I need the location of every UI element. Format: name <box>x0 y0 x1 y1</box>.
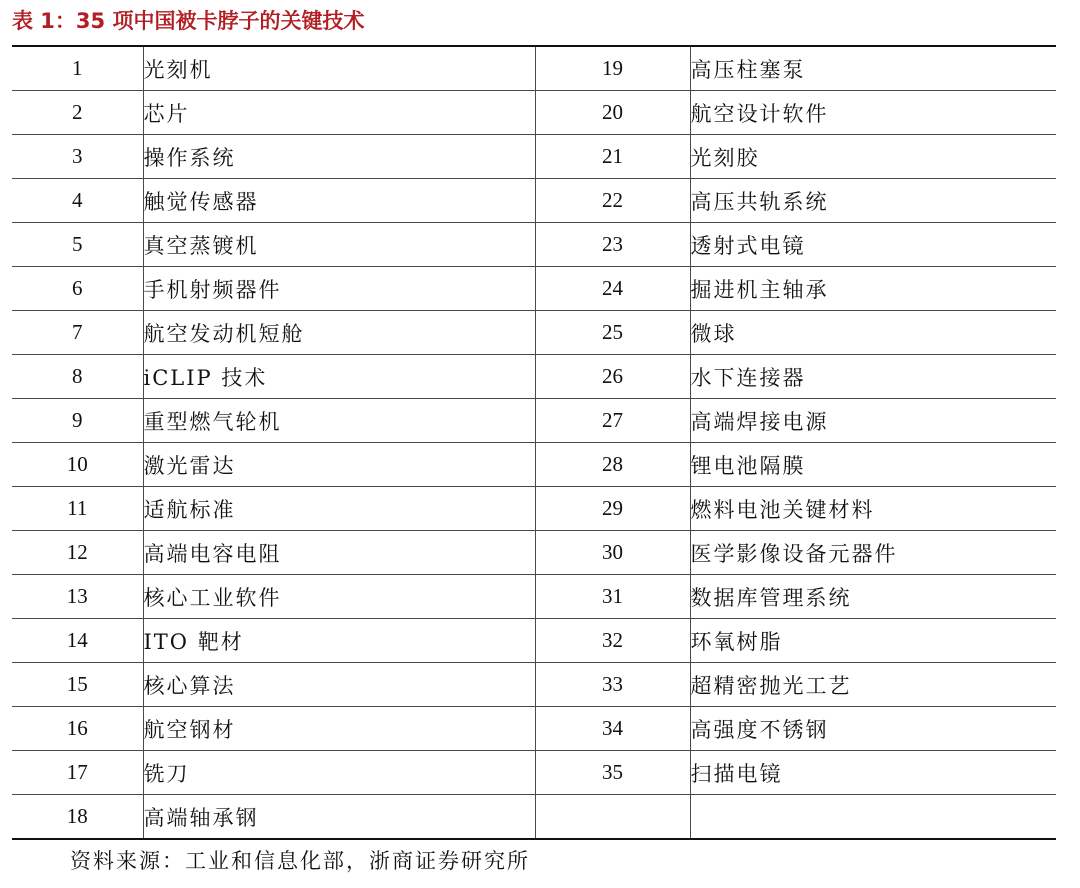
tech-name-cell: 核心算法 <box>143 663 535 707</box>
table-row <box>12 575 1056 619</box>
tech-name-cell: 医学影像设备元器件 <box>690 531 1056 575</box>
table-row <box>12 47 1056 91</box>
table-row <box>12 443 1056 487</box>
tech-number-cell: 22 <box>535 179 690 223</box>
tech-number-cell: 14 <box>12 619 143 663</box>
table-row <box>12 487 1056 531</box>
tech-name-cell: 高压共轨系统 <box>690 179 1056 223</box>
tech-name-cell: 高端电容电阻 <box>143 531 535 575</box>
tech-name-cell: 真空蒸镀机 <box>143 223 535 267</box>
table-row <box>12 619 1056 663</box>
tech-number-cell: 7 <box>12 311 143 355</box>
table-row <box>12 399 1056 443</box>
tech-number-cell: 10 <box>12 443 143 487</box>
table-row <box>12 223 1056 267</box>
tech-number-cell: 34 <box>535 707 690 751</box>
tech-number-cell: 8 <box>12 355 143 399</box>
tech-name-cell <box>690 795 1056 840</box>
tech-number-cell: 2 <box>12 91 143 135</box>
tech-name-cell: 高端焊接电源 <box>690 399 1056 443</box>
tech-number-cell: 25 <box>535 311 690 355</box>
tech-number-cell: 19 <box>535 47 690 91</box>
tech-name-cell: 核心工业软件 <box>143 575 535 619</box>
tech-number-cell <box>535 795 690 840</box>
tech-name-cell: 微球 <box>690 311 1056 355</box>
tech-name-cell: 高压柱塞泵 <box>690 47 1056 91</box>
table-row <box>12 663 1056 707</box>
tech-name-cell: 适航标准 <box>143 487 535 531</box>
tech-name-cell: 触觉传感器 <box>143 179 535 223</box>
tech-number-cell: 16 <box>12 707 143 751</box>
tech-name-cell: 环氧树脂 <box>690 619 1056 663</box>
tech-name-cell: 水下连接器 <box>690 355 1056 399</box>
tech-name-cell: ITO 靶材 <box>143 619 535 663</box>
tech-name-cell: 数据库管理系统 <box>690 575 1056 619</box>
tech-name-cell: 航空钢材 <box>143 707 535 751</box>
tech-number-cell: 5 <box>12 223 143 267</box>
tech-number-cell: 29 <box>535 487 690 531</box>
tech-name-cell: 超精密抛光工艺 <box>690 663 1056 707</box>
tech-number-cell: 31 <box>535 575 690 619</box>
tech-number-cell: 3 <box>12 135 143 179</box>
tech-name-cell: 航空发动机短舱 <box>143 311 535 355</box>
tech-number-cell: 30 <box>535 531 690 575</box>
tech-number-cell: 21 <box>535 135 690 179</box>
table-row <box>12 179 1056 223</box>
table-row <box>12 795 1056 840</box>
tech-name-cell: 重型燃气轮机 <box>143 399 535 443</box>
table-row <box>12 267 1056 311</box>
tech-name-cell: 光刻机 <box>143 47 535 91</box>
tech-name-cell: 高端轴承钢 <box>143 795 535 840</box>
tech-number-cell: 18 <box>12 795 143 840</box>
table-row <box>12 531 1056 575</box>
tech-number-cell: 12 <box>12 531 143 575</box>
tech-name-cell: 燃料电池关键材料 <box>690 487 1056 531</box>
tech-number-cell: 28 <box>535 443 690 487</box>
tech-number-cell: 13 <box>12 575 143 619</box>
tech-number-cell: 6 <box>12 267 143 311</box>
tech-name-cell: 扫描电镜 <box>690 751 1056 795</box>
table-row <box>12 91 1056 135</box>
tech-name-cell: iCLIP 技术 <box>143 355 535 399</box>
tech-table <box>12 47 1056 840</box>
tech-name-cell: 锂电池隔膜 <box>690 443 1056 487</box>
tech-number-cell: 26 <box>535 355 690 399</box>
tech-name-cell: 芯片 <box>143 91 535 135</box>
tech-number-cell: 33 <box>535 663 690 707</box>
tech-number-cell: 1 <box>12 47 143 91</box>
table-row <box>12 355 1056 399</box>
tech-name-cell: 手机射频器件 <box>143 267 535 311</box>
tech-number-cell: 15 <box>12 663 143 707</box>
table-row <box>12 311 1056 355</box>
table-title: 表 1：35 项中国被卡脖子的关键技术 <box>12 9 365 33</box>
tech-name-cell: 铣刀 <box>143 751 535 795</box>
tech-name-cell: 操作系统 <box>143 135 535 179</box>
tech-name-cell: 光刻胶 <box>690 135 1056 179</box>
tech-name-cell: 透射式电镜 <box>690 223 1056 267</box>
tech-number-cell: 24 <box>535 267 690 311</box>
tech-number-cell: 20 <box>535 91 690 135</box>
table-row <box>12 751 1056 795</box>
tech-name-cell: 航空设计软件 <box>690 91 1056 135</box>
tech-number-cell: 17 <box>12 751 143 795</box>
tech-number-cell: 11 <box>12 487 143 531</box>
tech-name-cell: 掘进机主轴承 <box>690 267 1056 311</box>
tech-name-cell: 高强度不锈钢 <box>690 707 1056 751</box>
tech-table-body <box>12 47 1056 839</box>
tech-number-cell: 4 <box>12 179 143 223</box>
tech-number-cell: 27 <box>535 399 690 443</box>
tech-number-cell: 9 <box>12 399 143 443</box>
tech-number-cell: 32 <box>535 619 690 663</box>
table-row <box>12 707 1056 751</box>
source-note: 资料来源：工业和信息化部，浙商证券研究所 <box>70 849 530 873</box>
tech-number-cell: 35 <box>535 751 690 795</box>
tech-number-cell: 23 <box>535 223 690 267</box>
tech-name-cell: 激光雷达 <box>143 443 535 487</box>
table-row <box>12 135 1056 179</box>
